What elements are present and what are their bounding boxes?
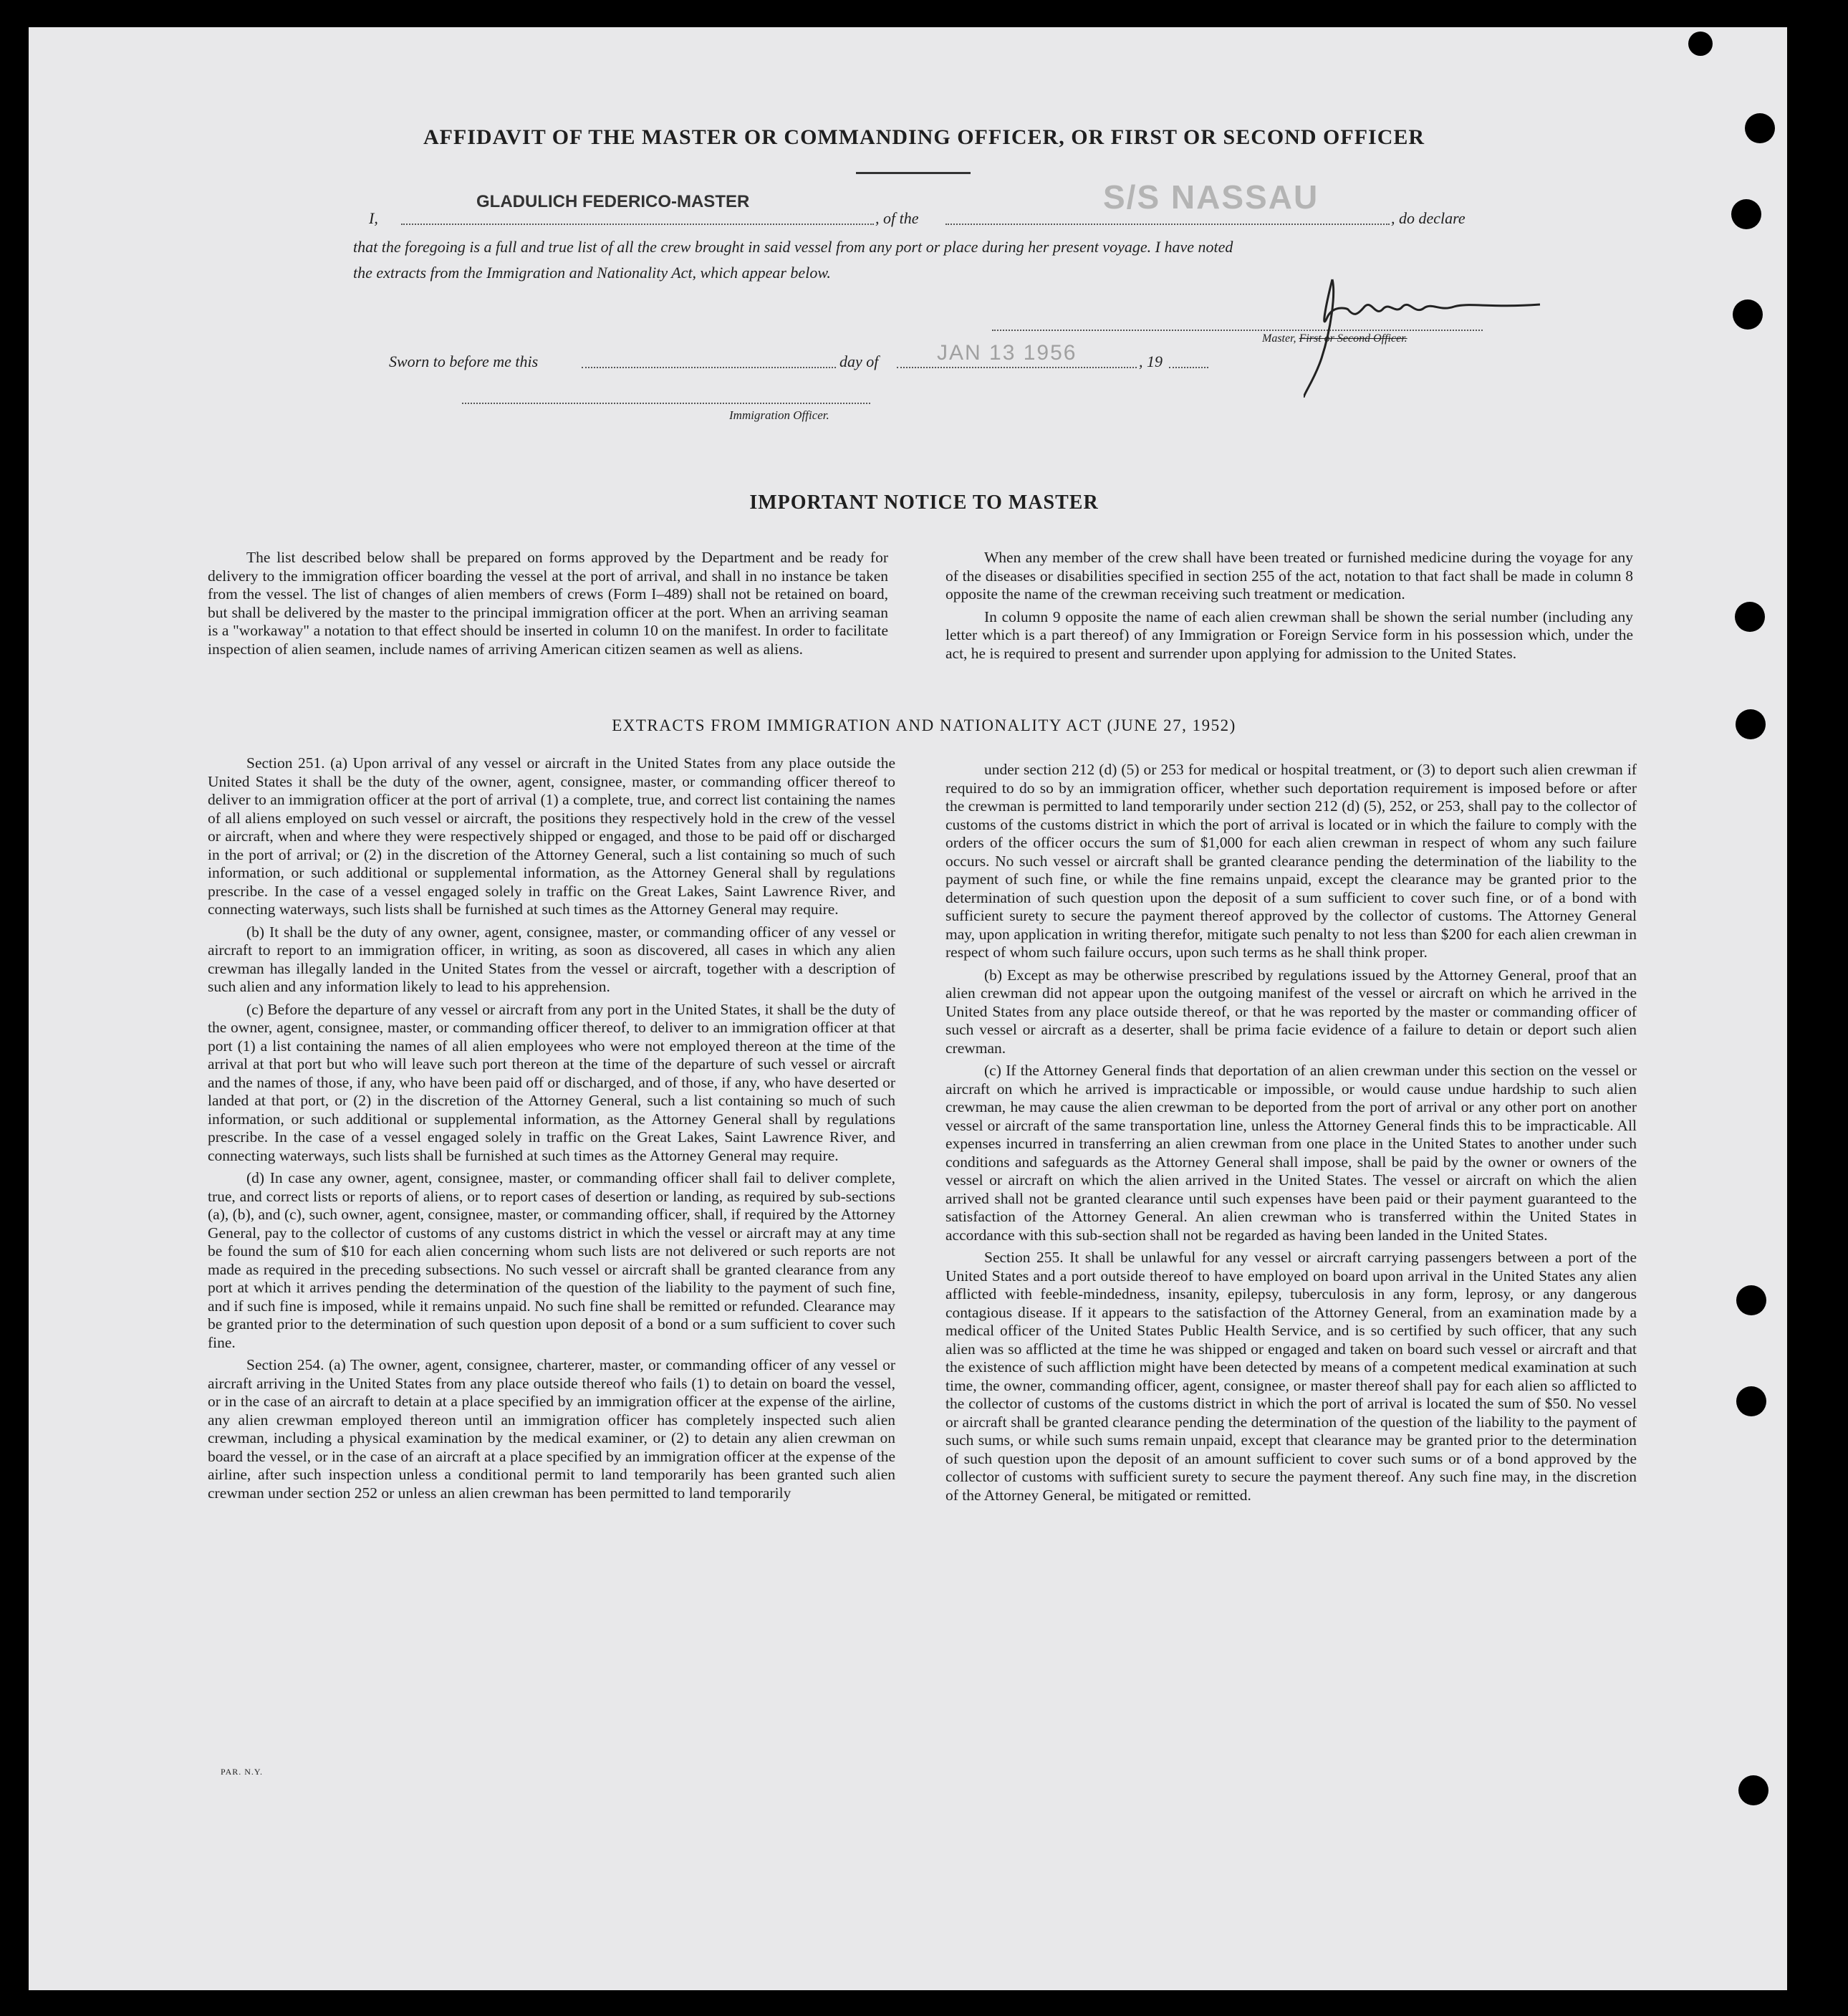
sworn-label: Sworn to before me this (389, 352, 539, 370)
section-paragraph: (c) Before the departure of any vessel or aircraft from any port in the United States, it shall be the duty of the owner, agent, consignee, master, or commanding officer thereof, to deliver to an immigration officer at that port (1) a list containing the names of all alien employees who were not employed thereon at the time of the arrival at that port but who will leave such port thereon at the time of the departure of such vessel or aircraft and the names of those, if any, who have been paid off or discharged, and of those, if any, who have deserted or landed at that port, or (2) in the discretion of the Attorney General, such a list containing so much of such information, or such additional or supplemental information, as the Attorney General shall by regulations prescribe. In the case of a vessel engaged solely in traffic on the Great Lakes, Saint Lawrence River, and connecting waterways, such lists shall be furnished at such times as the Attorney General may require. (208, 1000, 895, 1164)
date-line (897, 367, 1137, 368)
signature-line (992, 330, 1483, 331)
section-paragraph: (c) If the Attorney General finds that deportation of an alien crewman under this section on the vessel or aircraft on which he arrived is impracticable or impossible, or would cause undue hardship to such alien crewman, he may cause the alien crewman to be deported from the port of arrival or any other port on another vessel or aircraft of the same transportation line, unless the Attorney General finds this to be impracticable. All expenses incurred in transferring an alien crewman from one place in the United States to another under such conditions and safeguards as the Attorney General shall impose, shall be paid by the owner or owners of the vessel or aircraft on which the alien arrived in the United States. The vessel or aircraft on which the alien arrived shall not be granted clearance until such expenses have been paid or their payment guaranteed to the satisfaction of the Attorney General. An alien crewman who is transferred within the United States in accordance with this sub-section shall not be regarded as having been landed in the United States. (945, 1062, 1637, 1244)
sworn-line (582, 367, 836, 368)
section-paragraph: (b) Except as may be otherwise prescribed by regulations issued by the Attorney General, proof that an alien crewman did not appear upon the outgoing manifest of the vessel or aircraft on which he arrived in the United States from any place outside thereof, or that he was reported by the master or commanding officer of such vessel or aircraft as a deserter, shall be prima facie evidence of a failure to detain or deport such alien crewman. (945, 966, 1637, 1057)
printer-mark: PAR. N.Y. (221, 1767, 264, 1777)
name-line (401, 224, 874, 225)
section-paragraph: (d) In case any owner, agent, consignee, master, or commanding officer shall fail to deliver complete, true, and correct lists or reports of aliens, or to report cases of desertion or landing, as required by sub-sections (a), (b), and (c), such owner, agent, consignee, master, or commanding officer, shall, if required by the Attorney General, pay to the collector of customs of any customs district in which the vessel or aircraft may at any time be found the sum of $10 for each alien concerning whom such lists are not delivered or such reports are not made as required in the preceding subsections. No such vessel or aircraft shall be granted clearance from any port at which it arrives pending the determination of the question of the liability to the payment of such fine, and if such fine is imposed, while it remains unpaid. No such fine shall be remitted or refunded. Clearance may be granted prior to the determination of such question upon deposit of a bond or a sum sufficient to cover such fine. (208, 1169, 895, 1351)
punch-hole (1738, 1775, 1768, 1805)
section-paragraph: (b) It shall be the duty of any owner, agent, consignee, master, or commanding officer of any vessel or aircraft to report to an immigration officer, in writing, as soon as discovered, all cases in which any alien crewman has illegally landed in the United States from the vessel or aircraft, together with a description of such alien and any information likely to lead to his apprehension. (208, 923, 895, 995)
year-line (1169, 367, 1208, 368)
punch-hole (1688, 32, 1713, 56)
punch-hole (1735, 602, 1765, 632)
caption-struck: First or Second Officer. (1299, 332, 1407, 345)
punch-hole (1733, 299, 1763, 330)
master-name-handwritten: GLADULICH FEDERICO-MASTER (476, 192, 750, 211)
affidavit-title: AFFIDAVIT OF THE MASTER OR COMMANDING OFFICER, OR FIRST OR SECOND OFFICER (423, 125, 1425, 149)
section-paragraph: Section 254. (a) The owner, agent, consignee, charterer, master, or commanding officer of any vessel or aircraft arriving in the United States from any place outside thereof who fails (1) to detain on board the vessel, or in the case of an aircraft to detain at a place specified by an immigration officer at the expense of the airline, any alien crewman employed thereon until an immigration officer has completely inspected such alien crewman, including a physical examination by the medical examiner, or (2) to detain any alien crewman on board the vessel, or in the case of an aircraft at a place specified by an immigration officer at the expense of the airline, after such inspection unless a conditional permit to land temporarily has been granted such alien crewman under section 252 or unless an alien crewman has been permitted to land temporarily (208, 1356, 895, 1502)
punch-hole (1736, 1285, 1766, 1315)
extracts-left-column (208, 754, 895, 1507)
vessel-name-stamp: S/S NASSAU (1103, 178, 1319, 216)
do-declare-label: , do declare (1391, 209, 1466, 227)
immigration-officer-line (462, 403, 870, 404)
declaration-line-1: that the foregoing is a full and true list of all the crew brought in said vessel from any port or place during her present voyage. I have noted (353, 238, 1233, 256)
notice-title: IMPORTANT NOTICE TO MASTER (749, 491, 1099, 514)
day-of-label: day of (839, 352, 879, 370)
i-label: I, (369, 209, 378, 227)
notice-right-column (945, 549, 1633, 667)
section-paragraph: Section 255. It shall be unlawful for any vessel or aircraft carrying passengers between a port of the United States and a port outside thereof to have employed on board upon arrival in the United States any alien afflicted with feeble-mindedness, insanity, epilepsy, tuberculosis in any form, leprosy, or any dangerous contagious disease. If it appears to the satisfaction of the Attorney General, from an examination made by a medical officer of the United States Public Health Service, and is so certified by such officer, that any such alien was so afflicted at the time he was shipped or engaged and taken on board such vessel or aircraft and that the existence of such affliction might have been detected by means of a competent medical examination at such time, the owner, commanding officer, agent, consignee, or master thereof shall pay for each alien so afflicted to the collector of customs of the customs district in which the port of arrival is located the sum of $50. No vessel or aircraft shall be granted clearance pending the determination of the question of the liability to the payment of such sums, or while such sums remain unpaid, except that clearance may be granted prior to the determination of such question upon the deposit of an amount sufficient to cover such sums or of a bond approved by the collector of customs with sufficient surety to secure the payment thereof. Any such fine may, in the discretion of the Attorney General, be mitigated or remitted. (945, 1249, 1637, 1504)
extracts-right-column (945, 761, 1637, 1509)
notice-paragraph: When any member of the crew shall have been treated or furnished medicine during the voyage for any of the diseases or disabilities specified in section 255 of the act, notation to that fact shall be made in column 8 opposite the name of the crewman receiving such treatment or medication. (945, 549, 1633, 603)
section-paragraph: Section 251. (a) Upon arrival of any vessel or aircraft in the United States from any place outside the United States it shall be the duty of the owner, agent, consignee, master, or commanding officer thereof to deliver to an immigration officer at the port of arrival (1) a complete, true, and correct list containing the names of all aliens employed on such vessel or aircraft, the positions they respectively hold in the crew of the vessel or aircraft, when and where they were respectively shipped or engaged, and those to be paid off or discharged in the port of arrival; or (2) in the discretion of the Attorney General, such a list containing so much of such information, or such additional or supplemental information, as the Attorney General shall by regulations prescribe. In the case of a vessel engaged solely in traffic on the Great Lakes, Saint Lawrence River, and connecting waterways, such lists shall be furnished at such times as the Attorney General may require. (208, 754, 895, 918)
section-paragraph: under section 212 (d) (5) or 253 for medical or hospital treatment, or (3) to deport such alien crewman if required to do so by an immigration officer, whether such deportation requirement is imposed before or after the crewman is permitted to land temporarily under section 212 (d) (5), 252, or 253, shall pay to the collector of customs of the customs district in which the port of arrival is located or in which the failure to comply with the orders of the officer occurs the sum of $1,000 for each alien crewman in respect of whom any such failure occurs. No such vessel or aircraft shall be granted clearance pending the determination of the liability to the payment of such fine, or while the fine remains unpaid, except the clearance may be granted prior to the determination of such question upon the deposit of a sum sufficient to cover such fine, or of a bond with sufficient surety to secure the payment thereof approved by the collector of customs. The Attorney General may, upon application in writing therefor, mitigate such penalty to not less than $200 for each alien crewman in respect of whom such failure occurs, upon such terms as he shall think proper. (945, 761, 1637, 961)
of-the-label: , of the (875, 209, 919, 227)
punch-hole (1736, 1386, 1766, 1416)
signature-caption (1262, 332, 1407, 345)
notice-paragraph: In column 9 opposite the name of each alien crewman shall be shown the serial number (including any letter which is a part thereof) of any Immigration or Foreign Service form in his possession which, under the act, he is required to present and surrender upon applying for admission to the United States. (945, 608, 1633, 662)
caption-master: Master, (1262, 332, 1299, 345)
year-label: , 19 (1139, 352, 1163, 370)
notice-left-column (208, 549, 888, 663)
title-rule (856, 172, 971, 174)
extracts-title: EXTRACTS FROM IMMIGRATION AND NATIONALITY ACT (JUNE 27, 1952) (612, 716, 1236, 734)
declaration-line-2: the extracts from the Immigration and Nationality Act, which appear below. (353, 264, 831, 282)
punch-hole (1731, 199, 1761, 229)
notice-paragraph: The list described below shall be prepared on forms approved by the Department and be ready for delivery to the immigration officer boarding the vessel at the port of arrival, and shall in no instance be taken from the vessel. The list of changes of alien members of crews (Form I–489) shall not be retained on board, but shall be delivered by the master to the principal immigration officer at the port. When an arriving seaman is a "workaway" a notation to that effect should be inserted in column 10 on the manifest. In order to facilitate inspection of alien seamen, include names of arriving American citizen seamen as well as aliens. (208, 549, 888, 658)
vessel-line (945, 224, 1390, 225)
date-stamp: JAN 13 1956 (937, 341, 1077, 365)
immigration-officer-label: Immigration Officer. (729, 408, 829, 422)
